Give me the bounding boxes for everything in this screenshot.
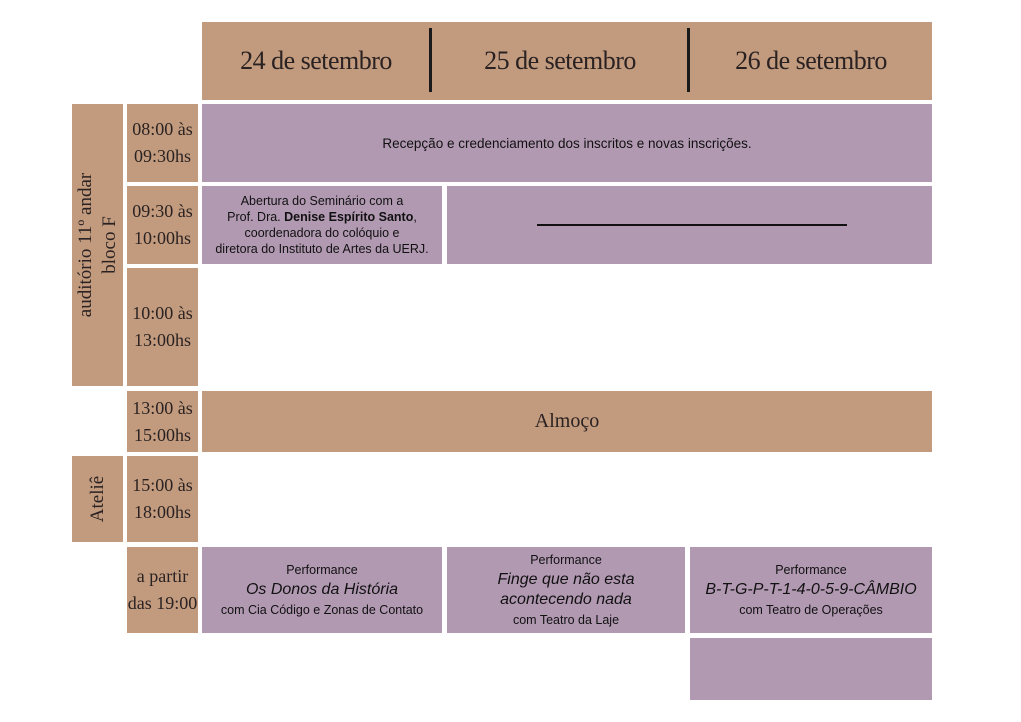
performance-label: Performance bbox=[530, 553, 602, 567]
time-start: a partir bbox=[136, 566, 189, 586]
performance-3 bbox=[690, 547, 932, 633]
event-lunch bbox=[202, 391, 932, 452]
opening-line2 bbox=[215, 209, 428, 225]
performance-title: Os Donos da História bbox=[245, 581, 399, 598]
time-end: das 19:00 bbox=[127, 593, 198, 613]
event-reception bbox=[202, 104, 932, 182]
time-end: 15:00hs bbox=[133, 424, 191, 445]
performance-1 bbox=[202, 547, 442, 633]
location-auditorio bbox=[72, 104, 123, 386]
time-end: 18:00hs bbox=[133, 502, 191, 522]
location-auditorio-line2: bloco F bbox=[98, 216, 120, 274]
time-start: 08:00 às bbox=[132, 119, 193, 139]
opening-suffix: , bbox=[413, 210, 417, 224]
days-header bbox=[202, 22, 932, 100]
time-slot-5 bbox=[127, 456, 198, 542]
performance-label: Performance bbox=[286, 563, 358, 577]
time-slot-2 bbox=[127, 186, 198, 264]
location-auditorio-label bbox=[74, 173, 122, 317]
time-start: 15:00 às bbox=[132, 475, 193, 495]
time-end: 13:00hs bbox=[133, 330, 191, 350]
time-slot-6 bbox=[127, 547, 198, 633]
performance-company: com Cia Código e Zonas de Contato bbox=[220, 603, 424, 617]
performance-title-line2: acontecendo nada bbox=[500, 591, 632, 608]
event-lunch-text: Almoço bbox=[534, 410, 600, 432]
blank-line bbox=[537, 224, 847, 226]
performance-title-line1: Finge que não esta bbox=[497, 571, 635, 588]
event-opening bbox=[202, 186, 442, 264]
opening-prefix: Prof. Dra. bbox=[227, 210, 285, 224]
location-atelie bbox=[72, 456, 123, 542]
day-25: 25 de setembro bbox=[484, 46, 636, 75]
location-auditorio-line1: auditório 11º andar bbox=[74, 172, 96, 318]
time-start: 09:30 às bbox=[132, 201, 193, 221]
performance-title: B-T-G-P-T-1-4-0-5-9-CÂMBIO bbox=[705, 581, 917, 598]
time-slot-4 bbox=[127, 391, 198, 452]
performance-label: Performance bbox=[775, 563, 847, 577]
performance-company: com Teatro de Operações bbox=[739, 603, 883, 617]
time-end: 09:30hs bbox=[133, 146, 191, 166]
time-end: 10:00hs bbox=[133, 228, 191, 248]
time-start: 13:00 às bbox=[132, 397, 193, 418]
opening-line1: Abertura do Seminário com a bbox=[240, 194, 404, 208]
day-26: 26 de setembro bbox=[735, 46, 887, 75]
performance-company: com Teatro da Laje bbox=[512, 613, 620, 627]
event-reception-text: Recepção e credenciamento dos inscritos e novas inscrições. bbox=[382, 135, 752, 151]
time-slot-3 bbox=[127, 268, 198, 386]
day-24: 24 de setembro bbox=[240, 46, 392, 75]
opening-line4: diretora do Instituto de Artes da UERJ. bbox=[215, 242, 429, 256]
opening-line3: coordenadora do colóquio e bbox=[244, 226, 400, 240]
performance-2 bbox=[447, 547, 685, 633]
event-blank-slot bbox=[447, 186, 932, 264]
time-start: 10:00 às bbox=[132, 303, 193, 323]
location-atelie-label: Ateliê bbox=[86, 475, 108, 523]
opening-speaker-name: Denise Espírito Santo bbox=[284, 210, 414, 224]
time-slot-1 bbox=[127, 104, 198, 182]
empty-slot bbox=[690, 638, 932, 700]
